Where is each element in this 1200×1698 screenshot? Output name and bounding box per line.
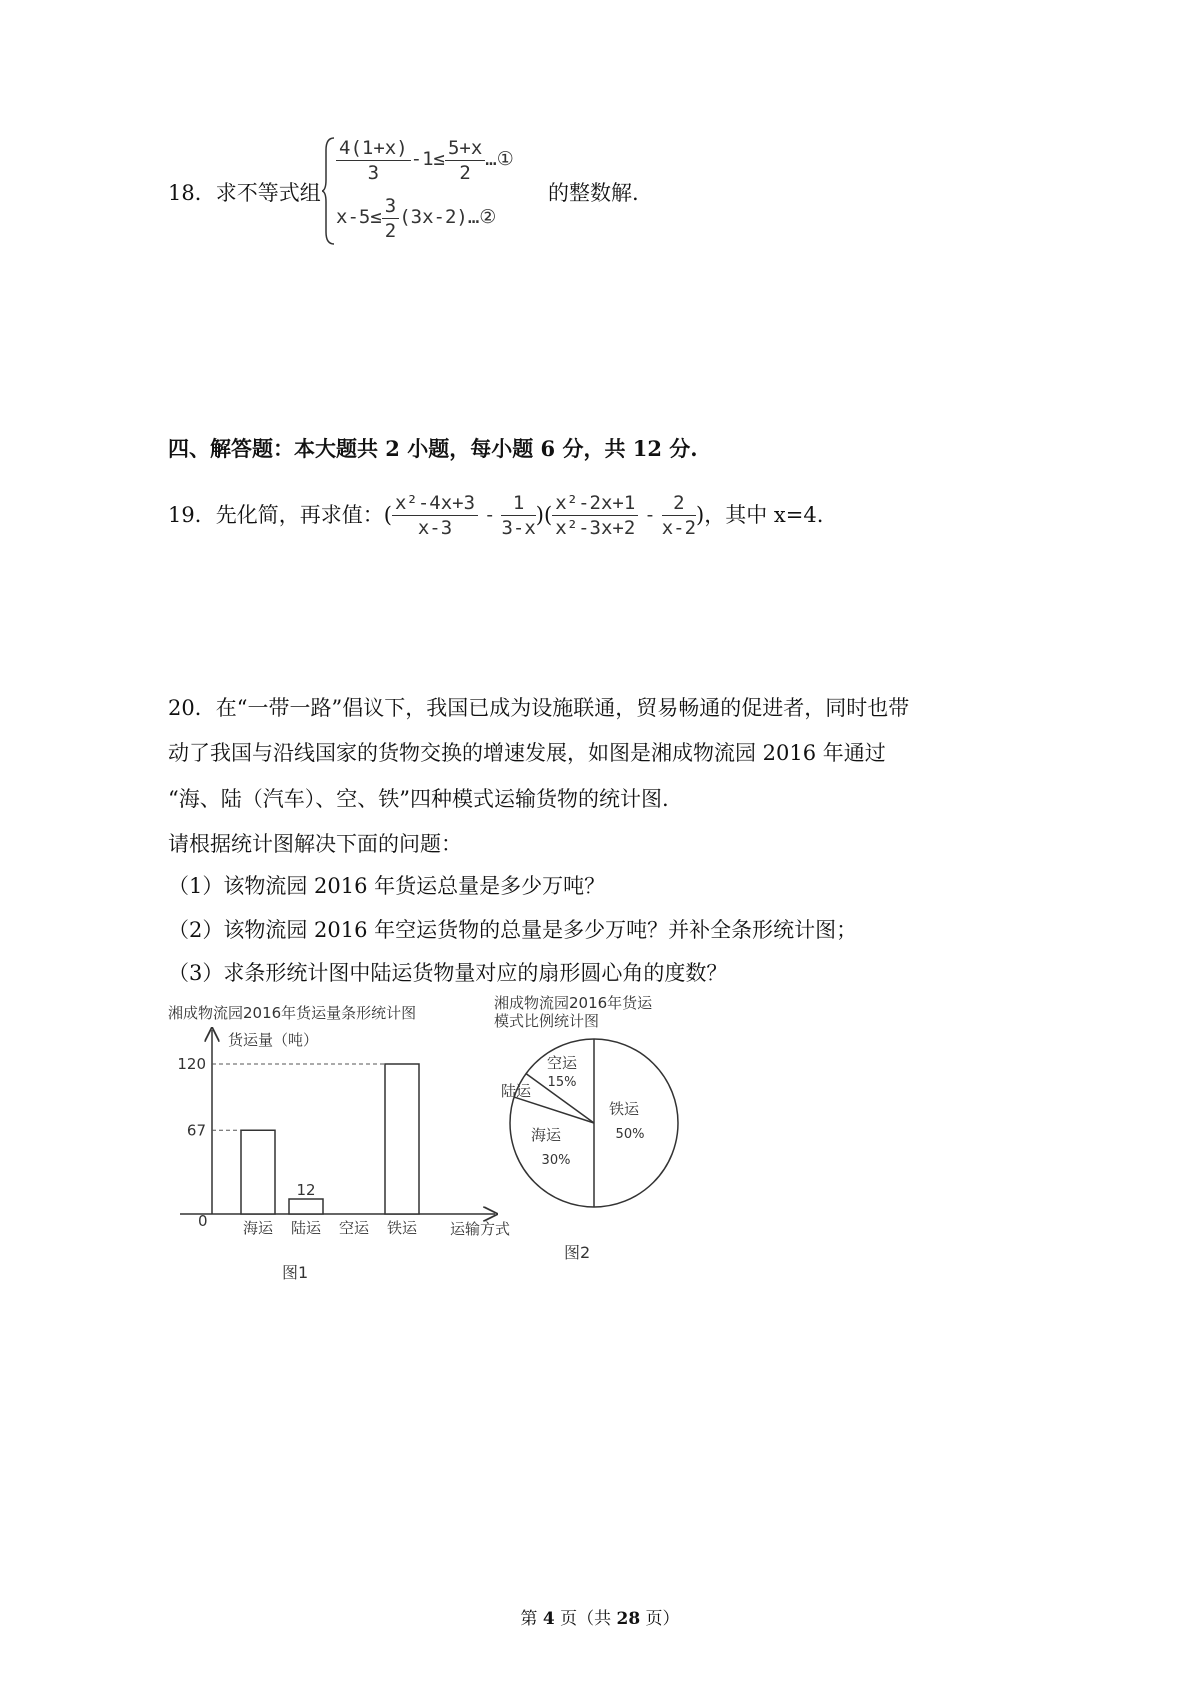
- q18-frac3-num: 3: [382, 194, 399, 219]
- q19-frac2-den: 3-x: [501, 516, 536, 539]
- q18-number: 18．: [168, 181, 216, 205]
- pie-slice-name: 空运: [546, 1054, 578, 1072]
- bars: [177, 1055, 419, 1237]
- q18-ineq2-lhs: x-5≤: [336, 206, 382, 228]
- footer-mid: 页（共: [554, 1609, 617, 1629]
- q18-ineq2: [336, 194, 496, 243]
- q18-frac3-den: 2: [384, 220, 397, 242]
- q19-frac3-den: x²-3x+2: [555, 516, 636, 539]
- q18-suffix: 的整数解.: [548, 181, 639, 205]
- x-tick-label: 海运: [242, 1219, 274, 1237]
- q18-prefix: [168, 178, 321, 208]
- q19-frac1-num: x²-4x+3: [392, 491, 478, 516]
- q19-prefix: 先化简，再求值：(: [215, 503, 392, 527]
- q19-frac4-den: x-2: [661, 516, 697, 539]
- footer-page-number: 4: [542, 1609, 555, 1629]
- q19: [168, 482, 823, 548]
- bar: [385, 1064, 419, 1214]
- pie-title-line2: 模式比例统计图: [494, 1012, 600, 1030]
- q20-sub3: （3）求条形统计图中陆运货物量对应的扇形圆心角的度数？: [168, 961, 728, 985]
- pie-slice-percent: 30%: [541, 1153, 571, 1168]
- q19-frac2-num: 1: [501, 491, 535, 516]
- pie-slice-name: 陆运: [500, 1082, 532, 1100]
- bar-chart: [160, 1020, 530, 1280]
- q18-ineq1: [336, 136, 514, 185]
- q19-mid: )(: [535, 503, 553, 527]
- pie-chart: [500, 1030, 700, 1270]
- q19-frac3: [552, 491, 638, 540]
- pie-title-line1: 湘成物流园2016年货运: [494, 994, 653, 1012]
- q19-frac1-den: x-3: [417, 516, 453, 539]
- q19-op1: -: [484, 504, 496, 526]
- q20-sub2: （2）该物流园 2016 年空运货物的总量是多少万吨？并补全条形统计图；: [168, 918, 858, 942]
- q19-frac3-num: x²-2x+1: [552, 491, 638, 516]
- x-tick-label: 铁运: [386, 1219, 418, 1237]
- q18-frac1: [336, 136, 411, 185]
- bar-chart-title: 湘成物流园2016年货运量条形统计图: [168, 1004, 417, 1022]
- q18-ineq1-tail: …①: [485, 148, 514, 170]
- x-axis-label: 运输方式: [450, 1220, 511, 1238]
- q20-line2: 动了我国与沿线国家的货物交换的增速发展，如图是湘成物流园 2016 年通过: [168, 741, 886, 765]
- pie-slice-name: 铁运: [608, 1100, 640, 1118]
- q19-frac4: [662, 491, 696, 540]
- bar: [241, 1130, 275, 1214]
- q20-line4: 请根据统计图解决下面的问题：: [168, 832, 462, 856]
- q18-prefix-text: 求不等式组: [215, 181, 321, 205]
- q19-frac2: [501, 491, 535, 540]
- y-axis-label: 货运量（吨）: [228, 1031, 319, 1049]
- q19-op2: -: [644, 504, 656, 526]
- q19-number: 19．: [168, 503, 216, 527]
- y-tick-label: 120: [177, 1055, 206, 1073]
- pie-slice-percent: 50%: [615, 1127, 645, 1142]
- bar: [289, 1199, 323, 1214]
- pie-slices: [501, 1039, 678, 1207]
- q19-frac1: [392, 491, 478, 540]
- pie-chart-caption: 图2: [564, 1243, 591, 1262]
- q19-suffix: )，其中 x=4.: [696, 503, 824, 527]
- q18-brace: [322, 136, 336, 246]
- section-heading: 四、解答题：本大题共 2 小题，每小题 6 分，共 12 分.: [168, 436, 698, 461]
- y-tick-label: 67: [186, 1121, 206, 1140]
- origin-label: 0: [198, 1212, 208, 1230]
- footer-pre: 第: [520, 1609, 543, 1629]
- bar-value-label: 12: [296, 1181, 316, 1199]
- bar-chart-caption: 图1: [282, 1263, 309, 1280]
- q18-frac1-den: 3: [367, 162, 380, 184]
- x-tick-label: 空运: [338, 1219, 370, 1237]
- footer-post: 页）: [640, 1609, 680, 1629]
- q18-frac2: [445, 136, 485, 185]
- q18-frac2-den: 2: [459, 162, 471, 184]
- q18-frac1-num: 4(1+x): [336, 136, 411, 161]
- x-tick-label: 陆运: [290, 1219, 322, 1237]
- q20-line3: “海、陆（汽车）、空、铁”四种模式运输货物的统计图.: [168, 787, 669, 811]
- pie-chart-title: [494, 994, 652, 1030]
- q18-frac3: [382, 194, 399, 243]
- pie-slice-percent: 15%: [547, 1075, 577, 1090]
- q19-frac4-num: 2: [662, 491, 696, 516]
- q18-ineq1-mid: -1≤: [410, 148, 445, 170]
- q18-ineq2-tail: (3x-2)…②: [399, 206, 497, 228]
- q20-line1: 20．在“一带一路”倡议下，我国已成为设施联通，贸易畅通的促进者，同时也带: [168, 696, 910, 720]
- page-footer: [0, 1604, 1200, 1629]
- pie-slice-name: 海运: [530, 1126, 562, 1144]
- footer-page-total: 28: [616, 1609, 641, 1629]
- q18-frac2-num: 5+x: [445, 136, 485, 161]
- q20-sub1: （1）该物流园 2016 年货运总量是多少万吨？: [168, 874, 606, 898]
